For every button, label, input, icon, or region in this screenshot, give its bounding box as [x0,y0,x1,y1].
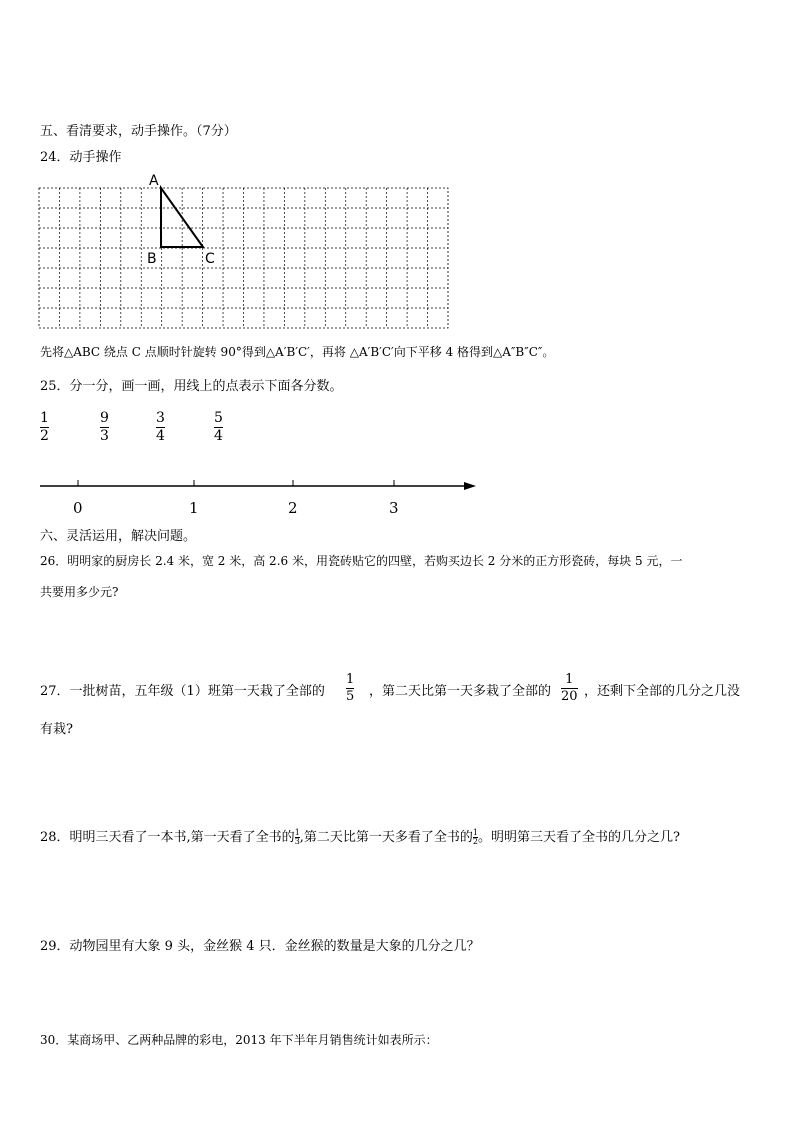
fraction-denominator: 2 [472,837,479,846]
label-a: A [149,173,159,189]
q26-line1: 26．明明家的厨房长 2.4 米，宽 2 米，高 2.6 米，用瓷砖贴它的四壁，若购买边长 2 分米的正方形瓷砖，每块 5 元，一 [40,554,683,568]
fraction-numerator: 1 [565,672,574,687]
q27-part1: 27．一批树苗，五年级（1）班第一天栽了全部的 [40,684,325,699]
q27-fraction-1 [346,672,354,705]
tick-label-2: 2 [288,499,298,516]
fraction-1-2 [40,410,49,445]
q28-part3: 。明明第三天看了全书的几分之几? [478,830,680,845]
tick-label-3: 3 [389,499,399,516]
fraction-5-4 [214,410,223,445]
q25-title: 25．分一分，画一画，用线上的点表示下面各分数。 [40,379,343,394]
fraction-numerator: 3 [156,410,165,426]
q28-line [40,826,680,846]
q28-part1: 28．明明三天看了一本书,第一天看了全书的 [40,830,295,845]
fraction-denominator: 4 [214,428,223,444]
section-6-heading: 六、灵活运用，解决问题。 [40,529,197,544]
fraction-numerator: 1 [346,672,355,687]
fraction-denominator: 20 [561,689,578,704]
fraction-denominator: 3 [294,837,300,846]
q27-part2: ，第二天比第一天多栽了全部的 [369,684,552,699]
fraction-3-4 [156,410,165,445]
q24-instruction: 先将△ABC 绕点 C 点顺时针旋转 90°得到△A′B′C′，再将 △A′B′C′向下平移 4 格得到△A″B″C″。 [40,345,555,359]
q27-fraction-2 [561,672,578,705]
fraction-denominator: 5 [346,689,355,704]
tick-label-0: 0 [73,499,83,516]
fraction-9-3 [100,410,109,445]
fraction-numerator: 1 [294,828,300,837]
fraction-denominator: 2 [40,428,49,444]
q29-text: 29．动物园里有大象 9 头，金丝猴 4 只．金丝猴的数量是大象的几分之几？ [40,939,480,954]
q28-part2: ,第二天比第一天多看了全书的 [299,830,473,845]
number-line [40,476,480,516]
q26-line2: 共要用多少元? [40,585,119,599]
fraction-denominator: 4 [156,428,165,444]
q24-title: 24．动手操作 [40,150,122,165]
q27-part3: ，还剩下全部的几分之几没 [584,684,741,699]
q27-line2: 有栽? [40,722,73,737]
grid-figure [30,168,460,338]
fraction-numerator: 1 [472,828,479,837]
fraction-numerator: 9 [100,410,109,426]
tick-label-1: 1 [189,499,199,516]
fraction-numerator: 1 [40,410,49,426]
arrow-head-icon [464,482,476,490]
label-b: B [147,251,157,267]
fraction-numerator: 5 [214,410,223,426]
label-c: C [205,251,215,267]
section-5-heading: 五、看清要求，动手操作。（7分） [40,124,237,139]
q30-text: 30．某商场甲、乙两种品牌的彩电，2013 年下半年月销售统计如表所示： [40,1033,438,1047]
fraction-denominator: 3 [100,428,109,444]
